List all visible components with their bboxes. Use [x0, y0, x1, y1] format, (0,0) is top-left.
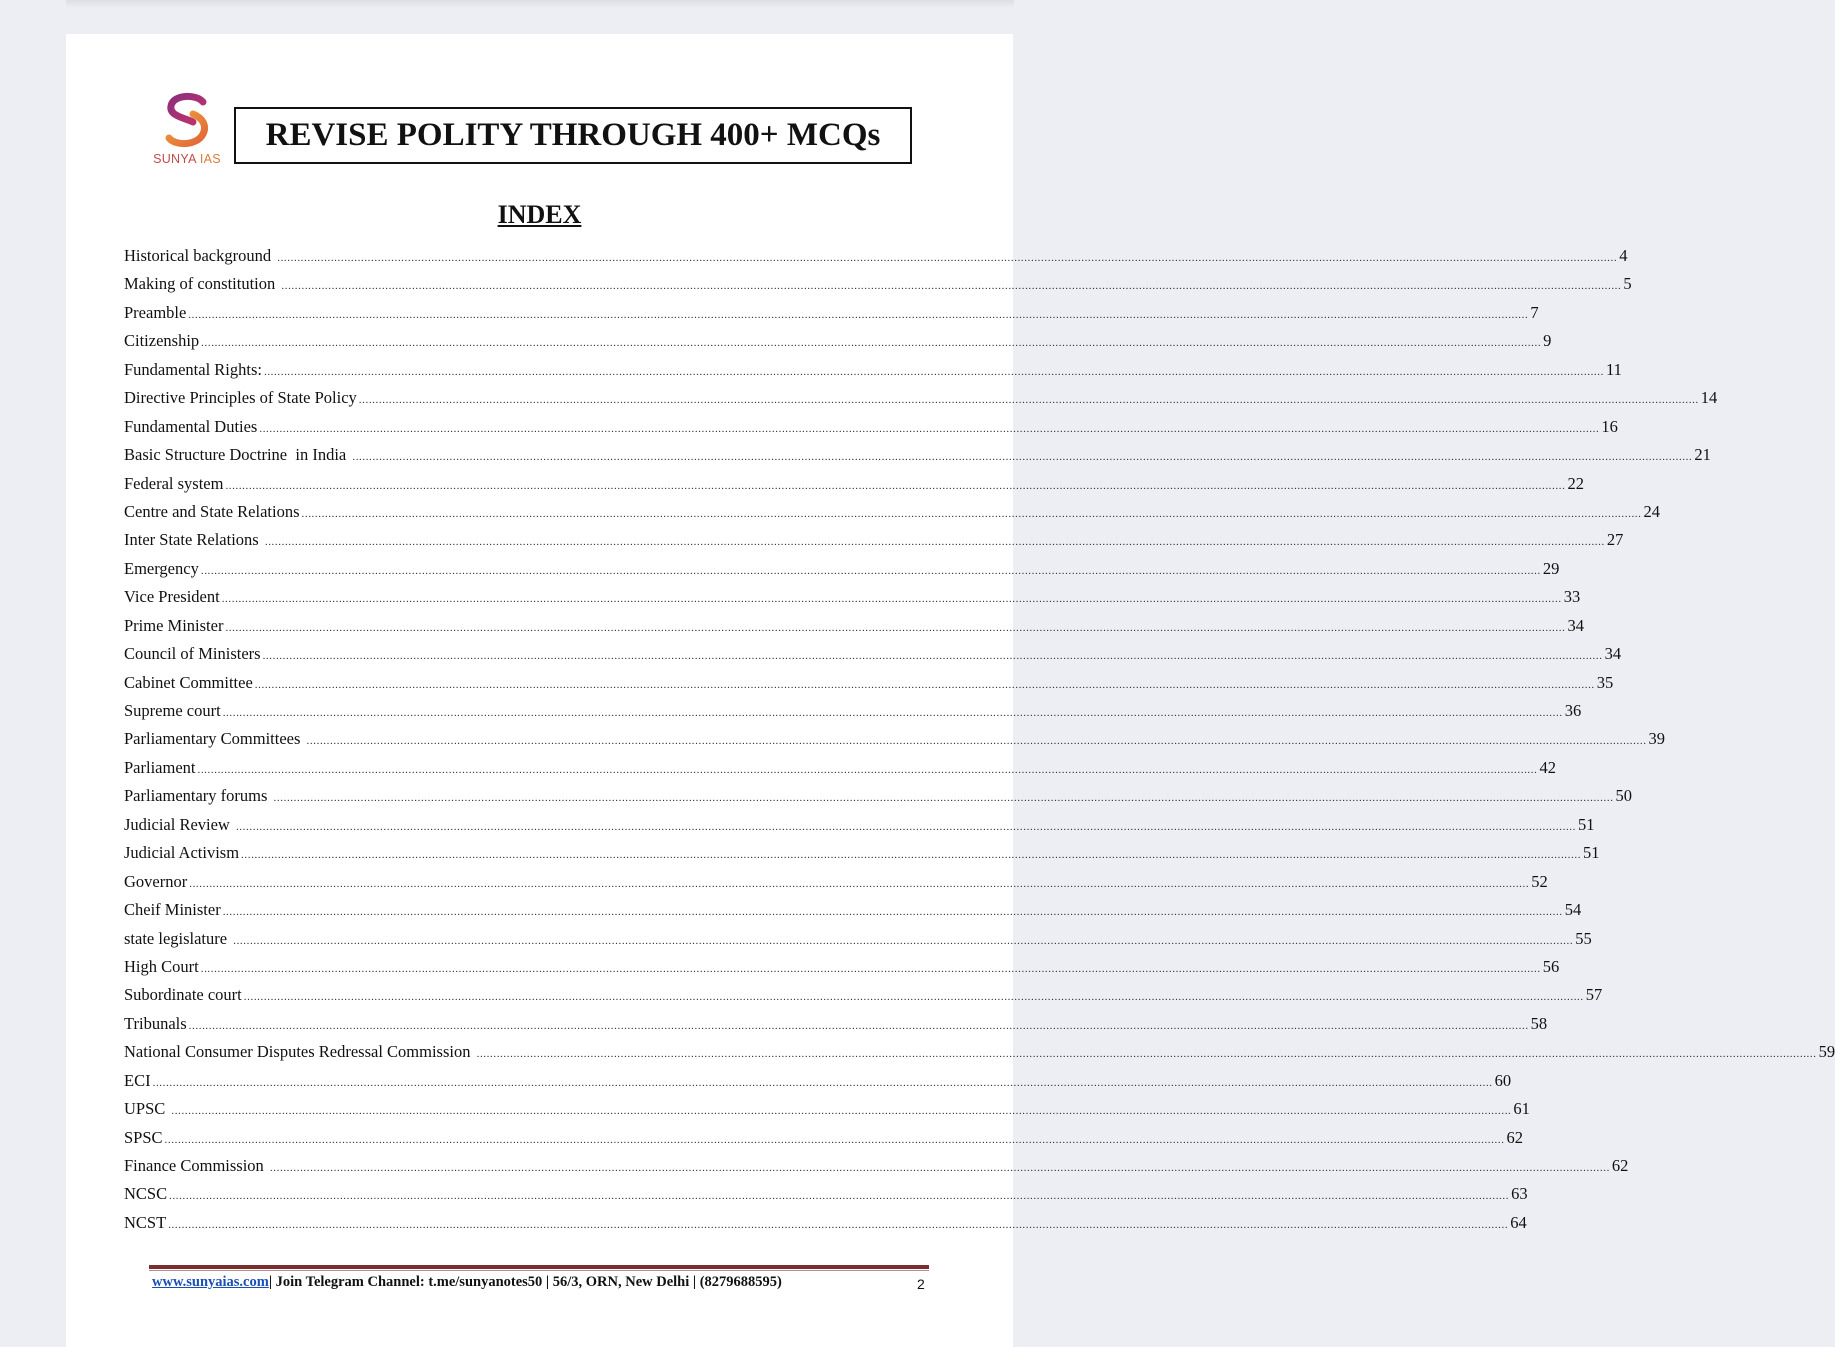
toc-entry-label: Judicial Review — [124, 814, 234, 834]
toc-entry[interactable] — [124, 473, 1584, 502]
toc-entry-page: 21 — [1694, 445, 1711, 465]
table-of-contents — [124, 246, 1835, 1241]
toc-leader-dots: ................................................................................................................................................................................................................................................................................................................................................................................................................ — [222, 906, 1563, 919]
toc-entry[interactable] — [124, 1127, 1524, 1156]
toc-leader-dots: ................................................................................................................................................................................................................................................................................................................................................................................................................ — [200, 564, 1541, 577]
toc-leader-dots: ................................................................................................................................................................................................................................................................................................................................................................................................................ — [306, 735, 1647, 748]
toc-entry-page: 51 — [1577, 814, 1595, 834]
logo-brand-text: SUNYA — [153, 152, 197, 166]
toc-entry-page: 5 — [1623, 274, 1632, 294]
toc-entry[interactable] — [124, 331, 1552, 359]
toc-leader-dots: ................................................................................................................................................................................................................................................................................................................................................................................................................ — [269, 1162, 1610, 1174]
toc-entry-page: 34 — [1604, 644, 1622, 664]
toc-leader-dots: ................................................................................................................................................................................................................................................................................................................................................................................................................ — [233, 934, 1574, 947]
toc-entry-page: 27 — [1606, 530, 1624, 550]
toc-entry[interactable] — [124, 900, 1582, 928]
toc-leader-dots: ................................................................................................................................................................................................................................................................................................................................................................................................................ — [264, 536, 1605, 549]
toc-entry[interactable] — [124, 302, 1539, 331]
toc-entry[interactable] — [124, 1070, 1512, 1099]
toc-entry-page: 58 — [1530, 1013, 1548, 1033]
toc-leader-dots: ................................................................................................................................................................................................................................................................................................................................................................................................................ — [273, 792, 1614, 805]
toc-leader-dots: ................................................................................................................................................................................................................................................................................................................................................................................................................ — [241, 849, 1582, 862]
toc-entry[interactable] — [124, 701, 1582, 729]
toc-entry-page: 24 — [1643, 501, 1660, 521]
toc-entry[interactable] — [124, 416, 1618, 445]
toc-entry[interactable] — [124, 246, 1628, 274]
toc-entry-page: 9 — [1543, 331, 1552, 351]
toc-entry[interactable] — [124, 871, 1548, 900]
toc-entry-label: Directive Principles of State Policy — [124, 388, 357, 408]
toc-entry-label: High Court — [124, 956, 199, 976]
toc-entry-label: Parliamentary forums — [124, 786, 272, 806]
toc-entry-label: Basic Structure Doctrine in India — [124, 445, 351, 465]
sunya-s-logo-icon — [163, 92, 211, 148]
logo-suffix-text: IAS — [199, 152, 221, 166]
toc-entry[interactable] — [124, 501, 1660, 530]
toc-entry-label: Historical background — [124, 246, 276, 265]
toc-entry[interactable] — [124, 757, 1556, 786]
toc-entry-label: Finance Commission — [124, 1156, 268, 1175]
toc-entry-label: NCSC — [124, 1184, 168, 1204]
toc-entry[interactable] — [124, 359, 1622, 388]
toc-entry-label: Supreme court — [124, 701, 221, 720]
toc-entry[interactable] — [124, 985, 1603, 1013]
toc-entry-page: 56 — [1542, 956, 1560, 976]
toc-leader-dots: ................................................................................................................................................................................................................................................................................................................................................................................................................ — [225, 621, 1566, 634]
toc-entry-page: 16 — [1601, 416, 1618, 436]
toc-entry[interactable] — [124, 928, 1592, 957]
toc-entry-page: 63 — [1511, 1184, 1528, 1204]
toc-entry-label: Cheif Minister — [124, 900, 221, 920]
toc-entry-page: 36 — [1564, 701, 1582, 720]
toc-entry[interactable] — [124, 956, 1560, 985]
toc-entry-label: Inter State Relations — [124, 530, 263, 550]
toc-entry[interactable] — [124, 814, 1595, 843]
toc-entry-page: 55 — [1575, 928, 1592, 948]
toc-entry[interactable] — [124, 1099, 1530, 1127]
toc-entry-page: 7 — [1530, 302, 1539, 322]
toc-entry[interactable] — [124, 843, 1600, 871]
toc-entry-page: 42 — [1539, 757, 1556, 777]
toc-leader-dots: ................................................................................................................................................................................................................................................................................................................................................................................................................ — [301, 507, 1642, 520]
logo-wordmark — [149, 152, 225, 166]
toc-entry[interactable] — [124, 1013, 1548, 1042]
toc-entry-page: 54 — [1564, 900, 1582, 920]
toc-entry-label: state legislature — [124, 928, 232, 948]
toc-leader-dots: ................................................................................................................................................................................................................................................................................................................................................................................................................ — [243, 991, 1584, 1004]
toc-entry-page: 11 — [1605, 359, 1622, 379]
toc-entry-label: Parliament — [124, 757, 196, 777]
toc-leader-dots: ................................................................................................................................................................................................................................................................................................................................................................................................................ — [152, 1076, 1493, 1089]
toc-entry-page: 14 — [1700, 388, 1718, 408]
toc-leader-dots: ................................................................................................................................................................................................................................................................................................................................................................................................................ — [254, 678, 1595, 691]
website-link[interactable]: www.sunyaias.com — [152, 1274, 269, 1290]
toc-entry-label: Subordinate court — [124, 985, 242, 1005]
toc-entry[interactable] — [124, 274, 1632, 302]
toc-entry-label: Citizenship — [124, 331, 200, 351]
toc-entry-page: 50 — [1615, 786, 1633, 806]
toc-entry-page: 39 — [1648, 729, 1666, 749]
toc-entry-label: SPSC — [124, 1127, 163, 1147]
toc-entry-label: Tribunals — [124, 1013, 187, 1033]
toc-leader-dots: ................................................................................................................................................................................................................................................................................................................................................................................................................ — [200, 962, 1541, 975]
toc-leader-dots: ................................................................................................................................................................................................................................................................................................................................................................................................................ — [225, 479, 1566, 492]
footer — [152, 1274, 872, 1291]
page-number: 2 — [917, 1276, 925, 1292]
toc-entry[interactable] — [124, 729, 1666, 757]
toc-leader-dots: ................................................................................................................................................................................................................................................................................................................................................................................................................ — [169, 1190, 1510, 1203]
toc-entry-page: 62 — [1506, 1127, 1524, 1147]
toc-entry[interactable] — [124, 672, 1614, 701]
toc-entry[interactable] — [124, 1156, 1629, 1184]
toc-leader-dots: ................................................................................................................................................................................................................................................................................................................................................................................................................ — [201, 337, 1542, 350]
toc-entry-label: Judicial Activism — [124, 843, 240, 863]
footer-divider — [149, 1265, 929, 1269]
toc-entry[interactable] — [124, 388, 1718, 416]
toc-entry[interactable] — [124, 1042, 1835, 1070]
toc-leader-dots: ................................................................................................................................................................................................................................................................................................................................................................................................................ — [164, 1133, 1505, 1146]
toc-entry-label: Centre and State Relations — [124, 501, 300, 521]
toc-entry-page: 34 — [1567, 615, 1584, 635]
toc-entry-page: 22 — [1567, 473, 1584, 493]
toc-leader-dots: ................................................................................................................................................................................................................................................................................................................................................................................................................ — [188, 1019, 1529, 1032]
toc-entry-label: Fundamental Rights: — [124, 359, 262, 379]
toc-leader-dots: ................................................................................................................................................................................................................................................................................................................................................................................................................ — [188, 308, 1529, 321]
toc-entry[interactable] — [124, 558, 1560, 587]
toc-entry-label: Parliamentary Committees — [124, 729, 305, 749]
toc-entry-page: 52 — [1531, 871, 1548, 891]
footer-divider-thin — [149, 1270, 929, 1271]
toc-entry-label: Vice President — [124, 587, 220, 607]
toc-entry[interactable] — [124, 445, 1711, 473]
toc-entry[interactable] — [124, 615, 1584, 644]
toc-leader-dots: ................................................................................................................................................................................................................................................................................................................................................................................................................ — [352, 451, 1693, 464]
toc-leader-dots: ................................................................................................................................................................................................................................................................................................................................................................................................................ — [281, 280, 1622, 293]
toc-leader-dots: ................................................................................................................................................................................................................................................................................................................................................................................................................ — [476, 1048, 1817, 1061]
toc-entry-page: 29 — [1542, 558, 1560, 578]
toc-leader-dots: ................................................................................................................................................................................................................................................................................................................................................................................................................ — [262, 650, 1603, 663]
toc-entry-label: Federal system — [124, 473, 224, 493]
toc-leader-dots: ................................................................................................................................................................................................................................................................................................................................................................................................................ — [197, 763, 1538, 776]
toc-entry-label: Preamble — [124, 302, 187, 322]
footer-contact-text: | Join Telegram Channel: t.me/sunyanotes50 | 56/3, ORN, New Delhi | (8279688595) — [268, 1274, 782, 1290]
toc-entry[interactable] — [124, 587, 1581, 615]
toc-entry-label: Prime Minister — [124, 615, 224, 635]
toc-entry-page: 60 — [1494, 1070, 1512, 1090]
toc-entry-page: 61 — [1513, 1099, 1530, 1119]
toc-entry[interactable] — [124, 1212, 1527, 1241]
toc-leader-dots: ................................................................................................................................................................................................................................................................................................................................................................................................................ — [221, 593, 1562, 606]
toc-entry-page: 59 — [1818, 1042, 1835, 1062]
toc-entry-label: Council of Ministers — [124, 644, 261, 664]
toc-leader-dots: ................................................................................................................................................................................................................................................................................................................................................................................................................ — [263, 365, 1604, 378]
document-page — [66, 34, 1835, 1347]
toc-leader-dots: ................................................................................................................................................................................................................................................................................................................................................................................................................ — [189, 877, 1530, 890]
toc-entry-page: 62 — [1611, 1156, 1629, 1175]
toc-entry-label: UPSC — [124, 1099, 170, 1119]
toc-leader-dots: ................................................................................................................................................................................................................................................................................................................................................................................................................ — [259, 422, 1600, 435]
toc-entry-page: 4 — [1619, 246, 1628, 265]
toc-entry[interactable] — [124, 644, 1622, 672]
toc-leader-dots: ................................................................................................................................................................................................................................................................................................................................................................................................................ — [277, 252, 1618, 264]
toc-entry-label: ECI — [124, 1070, 151, 1090]
toc-entry-label: Emergency — [124, 558, 199, 578]
sunya-ias-logo — [149, 92, 225, 172]
toc-entry-label: Cabinet Committee — [124, 672, 253, 692]
index-heading: INDEX — [497, 200, 582, 229]
toc-entry-page: 51 — [1583, 843, 1600, 863]
toc-leader-dots: ................................................................................................................................................................................................................................................................................................................................................................................................................ — [171, 1105, 1512, 1118]
toc-entry-label: National Consumer Disputes Redressal Commission — [124, 1042, 475, 1062]
toc-leader-dots: ................................................................................................................................................................................................................................................................................................................................................................................................................ — [235, 820, 1576, 833]
toc-entry-page: 64 — [1510, 1212, 1527, 1232]
toc-entry-label: Governor — [124, 871, 188, 891]
toc-entry[interactable] — [124, 530, 1624, 558]
toc-leader-dots: ................................................................................................................................................................................................................................................................................................................................................................................................................ — [168, 1218, 1509, 1231]
toc-entry-page: 33 — [1563, 587, 1581, 607]
toc-entry-label: Making of constitution — [124, 274, 280, 294]
toc-entry[interactable] — [124, 1184, 1528, 1212]
toc-leader-dots: ................................................................................................................................................................................................................................................................................................................................................................................................................ — [358, 394, 1699, 407]
toc-entry-page: 57 — [1585, 985, 1603, 1005]
toc-entry-page: 35 — [1596, 672, 1614, 692]
viewer-top-edge — [66, 0, 1014, 8]
toc-leader-dots: ................................................................................................................................................................................................................................................................................................................................................................................................................ — [222, 707, 1563, 719]
toc-entry-label: Fundamental Duties — [124, 416, 258, 436]
toc-entry-label: NCST — [124, 1212, 167, 1232]
toc-entry[interactable] — [124, 786, 1633, 814]
document-title: REVISE POLITY THROUGH 400+ MCQs — [234, 107, 912, 164]
